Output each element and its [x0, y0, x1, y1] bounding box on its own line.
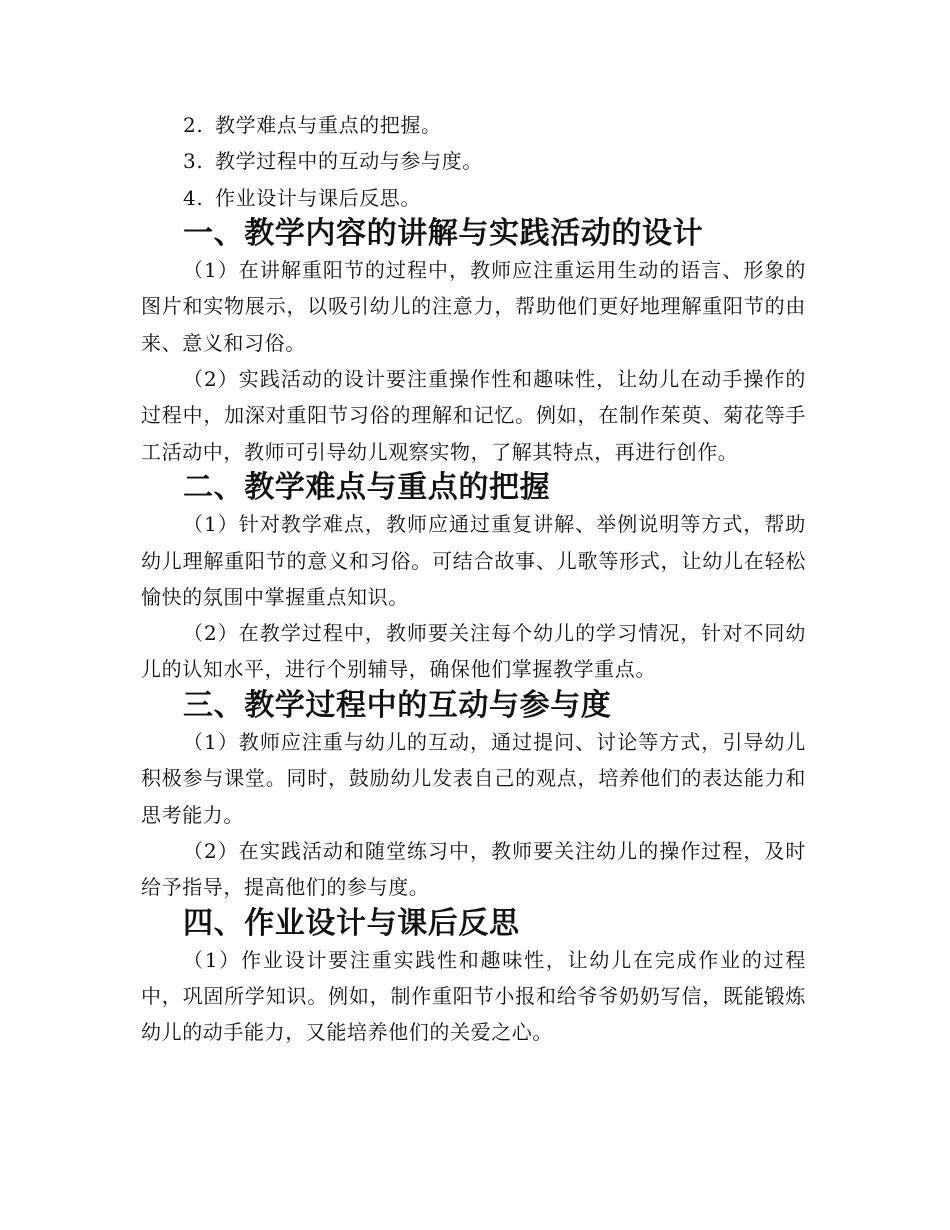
- section-heading: 三、教学过程中的互动与参与度: [183, 687, 612, 723]
- section-heading: 四、作业设计与课后反思: [183, 905, 520, 941]
- list-item: [141, 180, 806, 216]
- list-item: [141, 107, 806, 143]
- list-item-text: 教学过程中的互动与参与度。: [215, 149, 483, 174]
- paragraph: （1）在讲解重阳节的过程中，教师应注重运用生动的语言、形象的图片和实物展示，以吸引幼儿的注意力，帮助他们更好地理解重阳节的由来、意义和习俗。: [141, 258, 806, 355]
- list-item-number: 2.: [183, 113, 204, 137]
- paragraph: （1）针对教学难点，教师应通过重复讲解、举例说明等方式，帮助幼儿理解重阳节的意义和习俗。可结合故事、儿歌等形式，让幼儿在轻松愉快的氛围中掌握重点知识。: [141, 512, 806, 609]
- document-body: [141, 107, 806, 1051]
- list-item-number: 3.: [183, 149, 204, 174]
- list-item: [141, 143, 806, 179]
- section-heading: 一、教学内容的讲解与实践活动的设计: [183, 215, 704, 251]
- section-heading: 二、教学难点与重点的把握: [183, 469, 551, 505]
- paragraph: （1）教师应注重与幼儿的互动，通过提问、讨论等方式，引导幼儿积极参与课堂。同时，鼓励幼儿发表自己的观点，培养他们的表达能力和思考能力。: [141, 730, 806, 827]
- list-item-text: 作业设计与课后反思。: [215, 185, 421, 210]
- paragraph: （2）在实践活动和随堂练习中，教师要关注幼儿的操作过程，及时给予指导，提高他们的参与度。: [141, 838, 806, 900]
- paragraph: （2）在教学过程中，教师要关注每个幼儿的学习情况，针对不同幼儿的认知水平，进行个别辅导，确保他们掌握教学重点。: [141, 621, 806, 682]
- list-item-number: 4.: [183, 185, 204, 210]
- paragraph: （2）实践活动的设计要注重操作性和趣味性，让幼儿在动手操作的过程中，加深对重阳节习俗的理解和记忆。例如，在制作茱萸、菊花等手工活动中，教师可引导幼儿观察实物，了解其特点，再进行创作。: [141, 367, 806, 464]
- paragraph: （1）作业设计要注重实践性和趣味性，让幼儿在完成作业的过程中，巩固所学知识。例如，制作重阳节小报和给爷爷奶奶写信，既能锻炼幼儿的动手能力，又能培养他们的关爱之心。: [141, 947, 806, 1045]
- list-item-text: 教学难点与重点的把握。: [215, 113, 442, 137]
